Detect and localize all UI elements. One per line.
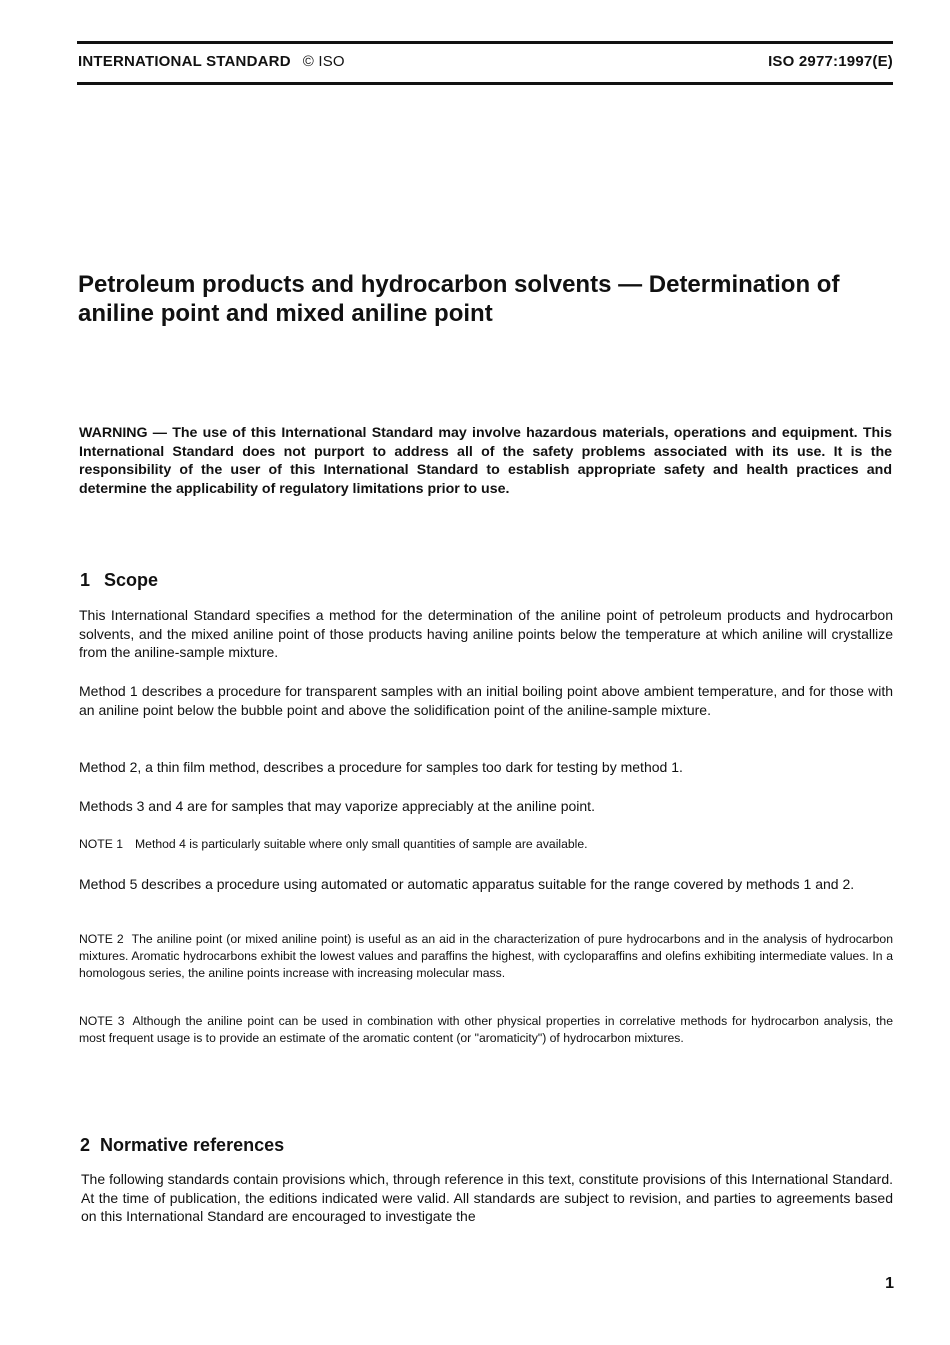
scope-paragraph-4: Methods 3 and 4 are for samples that may vaporize appreciably at the aniline point. [79,798,595,814]
note-label: NOTE 2 [79,932,124,946]
page-number: 1 [885,1275,894,1292]
note-2 [79,931,893,981]
section-number: 1 [80,570,91,590]
header-left [78,53,345,70]
note-1 [79,836,893,853]
document-id: ISO 2977:1997(E) [768,53,893,70]
section-title: Normative references [100,1135,285,1155]
normative-references-paragraph: The following standards contain provisions which, through reference in this text, constitute provisions of this International Standard. At the time of publication, the editions indicated were valid. All standards are subject to revision, and parties to agreements based on this International Standard are encouraged to investigate the [81,1171,893,1224]
scope-paragraph-1: This International Standard specifies a method for the determination of the aniline point of petroleum products and hydrocarbon solvents, and the mixed aniline point of those products having aniline points below the temperature at which aniline will crystallize from the aniline-sample mixture. [79,607,893,660]
section-title: Scope [104,570,159,590]
document-title: Petroleum products and hydrocarbon solvents — Determination of aniline point and mixed aniline point [78,271,840,327]
note-text: Method 4 is particularly suitable where only small quantities of sample are available. [135,837,588,851]
section-1-heading [80,570,158,591]
standard-type-label: INTERNATIONAL STANDARD [78,53,291,70]
section-number: 2 [80,1135,91,1155]
note-label: NOTE 1 [79,837,124,851]
copyright-label: © ISO [302,53,345,70]
note-label: NOTE 3 [79,1014,125,1028]
header-top-rule [77,41,893,44]
section-2-heading [80,1135,284,1156]
header-bottom-rule [77,82,893,85]
warning-paragraph: WARNING — The use of this International Standard may involve hazardous materials, operations and equipment. This International Standard does not purport to address all of the safety problems associated with its use. It is the responsibility of the user of this International Standard to establish appropriate safety and health practices and determine the applicability of regulatory limitations prior to use. [79,425,892,497]
scope-paragraph-2: Method 1 describes a procedure for transparent samples with an initial boiling point above ambient temperature, and for those with an aniline point below the bubble point and above the solidification point of the aniline-sample mixture. [79,683,893,718]
note-text: The aniline point (or mixed aniline point) is useful as an aid in the characterization of pure hydrocarbons and in the analysis of hydrocarbon mixtures. Aromatic hydrocarbons exhibit the lowest values and paraffins the highest, with cycloparaffins and olefins exhibiting intermediate values. In a homologous series, the aniline points increase with increasing molecular mass. [79,932,893,980]
note-text: Although the aniline point can be used in combination with other physical properties in correlative methods for hydrocarbon analysis, the most frequent usage is to provide an estimate of the aromatic content (or "aromaticity") of hydrocarbon mixtures. [79,1014,893,1045]
scope-paragraph-5: Method 5 describes a procedure using automated or automatic apparatus suitable for the range covered by methods 1 and 2. [79,876,855,892]
scope-paragraph-3: Method 2, a thin film method, describes a procedure for samples too dark for testing by method 1. [79,759,683,775]
note-3 [79,1013,893,1047]
